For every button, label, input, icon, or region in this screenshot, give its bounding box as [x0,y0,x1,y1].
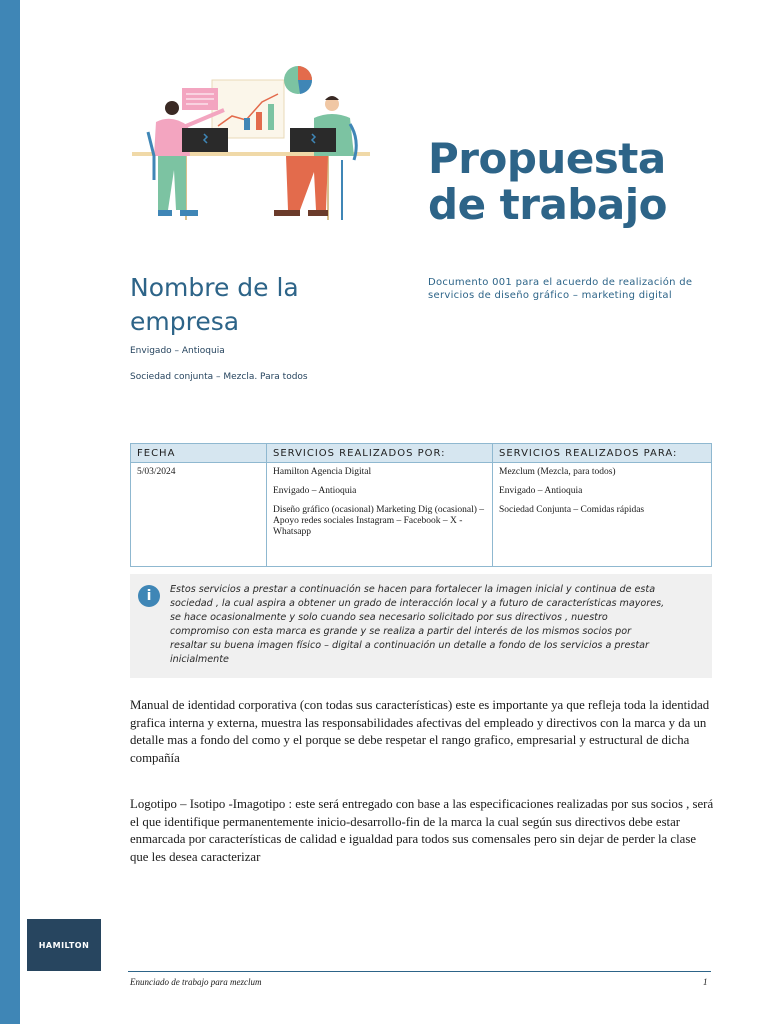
paragraph-logotipo: Logotipo – Isotipo -Imagotipo : este será entregado con base a las especificaciones realizadas por sus socios , será el que identifique permanentemente inicio-desarrollo-fin de la marca la cual según sus directivos debe estar enmarcada por características de calidad e igualdad para todos sus comensales pero sin dejar de perder la clase que les desea caracterizar [130,797,714,864]
document-description: Documento 001 para el acuerdo de realización de servicios de diseño gráfico – marketing digital [428,277,693,301]
sidebar-stripe [0,0,20,1024]
cell-date: 5/03/2024 [131,463,267,567]
company-name [130,271,299,339]
header-realizados-por: SERVICIOS REALIZADOS POR: [267,444,493,463]
company-line-1: Nombre de la [130,273,299,302]
info-note-text: Estos servicios a prestar a continuación se hacen para fortalecer la imagen inicial y continua de esta sociedad , la cual aspira a obtener un grado de interacción local y a futuro de características mayores, se hace ocasionalmente y solo cuando sea necesario solicitado por sus directivos , nuestro compromiso con esta marca es grande y se realiza a partir del interés de los mismos socios por resaltar su buena imagen físico – digital a continuación un detalle a fondo de los servicios a prestar inicialmente [170,584,665,665]
page-number: 1 [703,977,708,987]
footer-divider [128,971,711,972]
title-line-1: Propuesta [428,134,666,183]
cell-services-by [267,463,493,567]
company-line-2: empresa [130,307,240,336]
paragraph-identity-manual: Manual de identidad corporativa (con todas sus características) este es importante ya que refleja toda la identidad grafica interna y externa, muestra las responsabilidades afectivas del empleado y directivos con la marca y da un detalle mas a fondo del como y el porque se debe respetar el rango grafico, empresarial y estructural de dicha compañía [130,698,710,765]
info-note [130,574,712,678]
team-meeting-illustration [128,60,373,228]
client-location: Envigado – Antioquia [499,486,583,496]
table-row [131,463,712,567]
provider-location: Envigado – Antioquia [273,486,357,496]
hamilton-logo [27,919,101,971]
services-table [130,443,712,567]
client-name: Mezclum (Mezcla, para todos) [499,467,616,477]
logo-text: HAMILTON [38,940,90,950]
provider-services: Diseño gráfico (ocasional) Marketing Dig (ocasional) – Apoyo redes sociales Instagram – Facebook – X - Whatsapp [273,505,485,537]
document-title [428,136,667,228]
provider-name: Hamilton Agencia Digital [273,467,372,477]
header-realizados-para: SERVICIOS REALIZADOS PARA: [493,444,712,463]
table-header-row [131,444,712,463]
header-fecha: FECHA [131,444,267,463]
footer-text: Enunciado de trabajo para mezclum [130,977,262,987]
company-location: Envigado – Antioquia [130,346,225,356]
info-icon: i [138,585,160,607]
title-line-2: de trabajo [428,180,667,229]
client-type: Sociedad Conjunta – Comidas rápidas [499,505,645,515]
company-type: Sociedad conjunta – Mezcla. Para todos [130,372,308,382]
cell-services-for [493,463,712,567]
